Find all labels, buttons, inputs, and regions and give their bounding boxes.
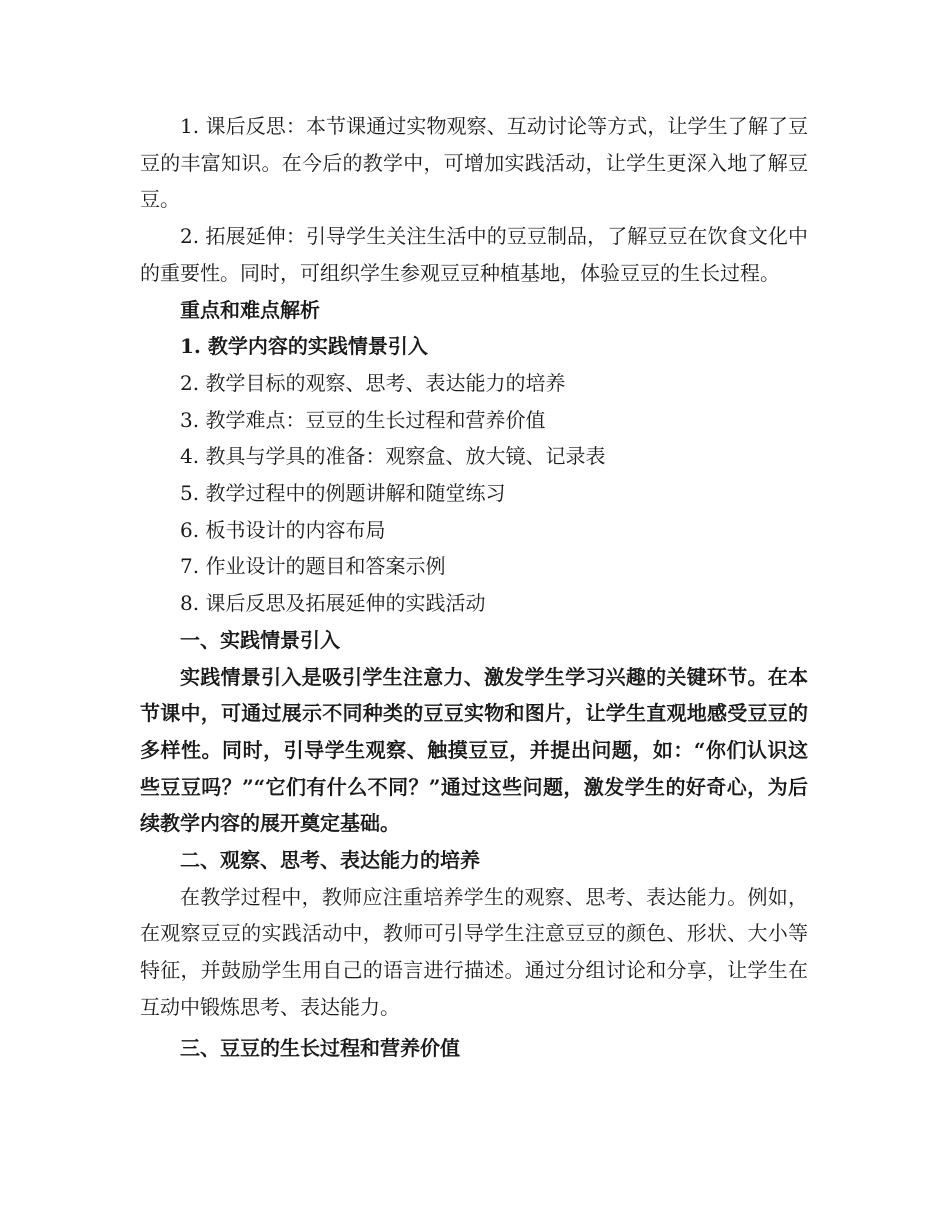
key-point-item: 6. 板书设计的内容布局 <box>180 517 386 542</box>
section-body: 实践情景引入是吸引学生注意力、激发学生学习兴趣的关键环节。在本节课中，可通过展示不同种类的豆豆实物和图片，让学生直观地感受豆豆的多样性。同时，引导学生观察、触摸豆豆，并提出问题，如：“你们认识这些豆豆吗？”“它们有什么不同？”通过这些问题，激发学生的好奇心，为后续教学内容的展开奠定基础。 <box>140 664 808 836</box>
key-point-item: 5. 教学过程中的例题讲解和随堂练习 <box>180 481 506 506</box>
key-point-item: 7. 作业设计的题目和答案示例 <box>180 554 446 579</box>
key-points-heading: 重点和难点解析 <box>180 297 320 322</box>
key-point-item: 2. 教学目标的观察、思考、表达能力的培养 <box>180 370 566 395</box>
extension-paragraph: 2. 拓展延伸：引导学生关注生活中的豆豆制品，了解豆豆在饮食文化中的重要性。同时，可组织学生参观豆豆种植基地，体验豆豆的生长过程。 <box>140 224 808 285</box>
reflection-paragraph: 1. 课后反思：本节课通过实物观察、互动讨论等方式，让学生了解了豆豆的丰富知识。在今后的教学中，可增加实践活动，让学生更深入地了解豆豆。 <box>140 114 808 212</box>
document-body <box>140 108 808 1066</box>
key-point-item: 3. 教学难点：豆豆的生长过程和营养价值 <box>180 407 546 432</box>
section-heading: 一、实践情景引入 <box>180 627 340 652</box>
section-heading: 二、观察、思考、表达能力的培养 <box>180 848 480 873</box>
section-heading: 三、豆豆的生长过程和营养价值 <box>180 1035 460 1060</box>
key-point-item: 1. 教学内容的实践情景引入 <box>180 334 428 359</box>
key-point-item: 4. 教具与学具的准备：观察盒、放大镜、记录表 <box>180 444 606 469</box>
section-body: 在教学过程中，教师应注重培养学生的观察、思考、表达能力。例如，在观察豆豆的实践活动中，教师可引导学生注意豆豆的颜色、形状、大小等特征，并鼓励学生用自己的语言进行描述。通过分组讨论和分享，让学生在互动中锻炼思考、表达能力。 <box>140 884 808 1019</box>
key-point-item: 8. 课后反思及拓展延伸的实践活动 <box>180 591 486 616</box>
